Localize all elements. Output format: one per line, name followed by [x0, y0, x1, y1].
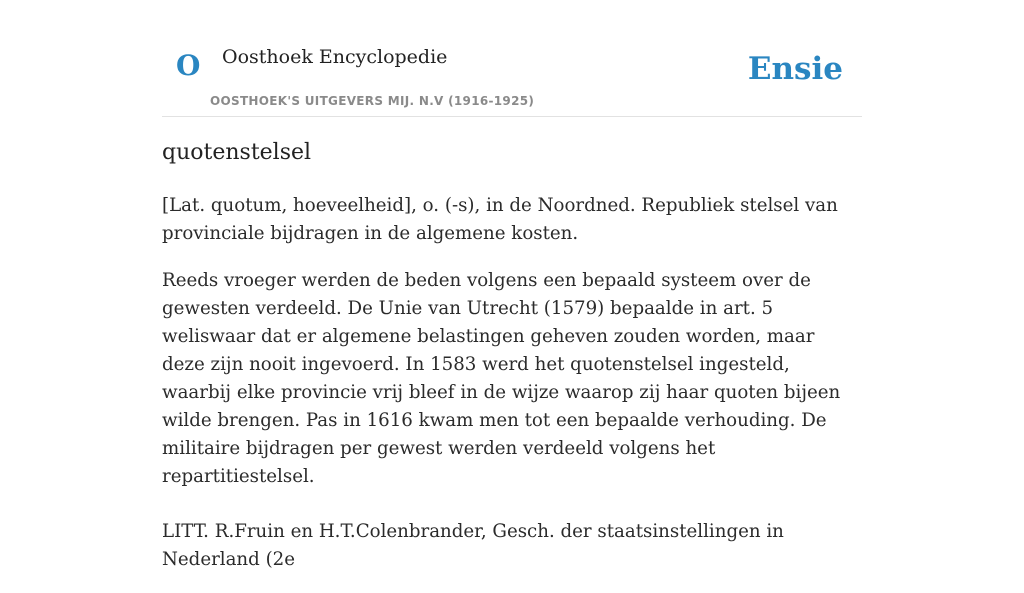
entry-literature: LITT. R.Fruin en H.T.Colenbrander, Gesch. der staatsinstellingen in Nederland (2e: [162, 521, 784, 570]
entry-title: quotenstelsel: [162, 140, 312, 165]
entry-paragraph: Reeds vroeger werden de beden volgens een bepaald systeem over de gewesten verdeeld. De Unie van Utrecht (1579) bepaalde in art. 5 weliswaar dat er algemene belastingen geheven zouden worden, maar deze zijn nooit ingevoerd. In 1583 werd het quotenstelsel ingesteld, waarbij elke provincie vrij bleef in de wijze waarop zij haar quoten bijeen wilde brengen. Pas in 1616 kwam men tot een bepaalde verhouding. De militaire bijdragen per gewest werden verdeeld volgens het repartitiestelsel.: [162, 270, 841, 487]
site-logo[interactable]: O: [176, 49, 201, 82]
site-title[interactable]: Oosthoek Encyclopedie: [222, 46, 448, 68]
site-header: [162, 0, 862, 117]
entry-body: [162, 192, 862, 593]
page-container: [162, 0, 862, 570]
site-subtitle: OOSTHOEK'S UITGEVERS MIJ. N.V (1916-1925): [210, 94, 535, 108]
entry-definition: [Lat. quotum, hoeveelheid], o. (-s), in de Noordned. Republiek stelsel van provinciale bijdragen in de algemene kosten.: [162, 195, 838, 244]
ensie-brand-link[interactable]: Ensie: [747, 51, 843, 87]
